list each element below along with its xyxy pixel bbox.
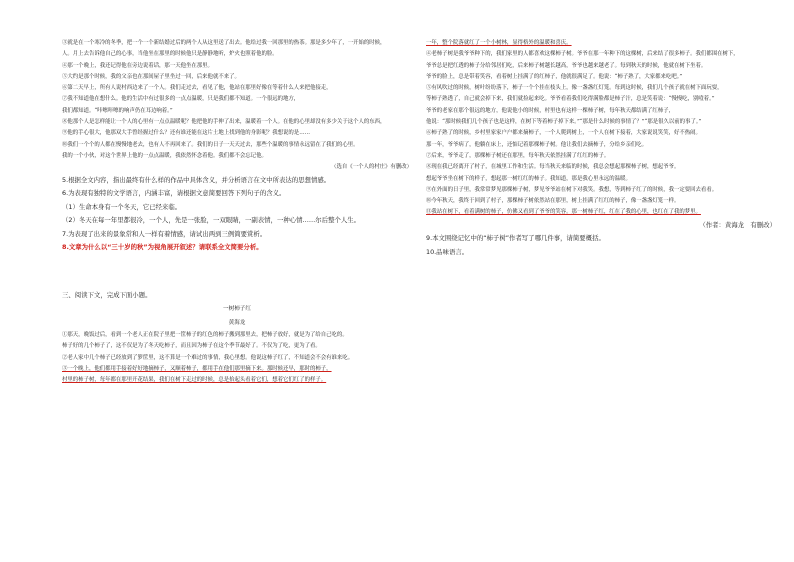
paragraph: 爷爷的脸上，总是带着笑容，看着树上挂满了的红柿子，他就很满足了。他说：“柿子熟了，大家都来吃吧。” [426,73,683,80]
question: 9.本文围绕记忆中的“柿子树”作者写了哪几件事，请简要概括。 [426,234,605,243]
paragraph: 爷爷总是把红透的柿子分给邻居们吃，后来柿子树越长越高，爷爷也越来越老了。每到秋天的时候，他就在树下坐着。 [426,62,707,69]
paragraph: ⑥第二天早上，所有人说村西边来了一个人。我们走过去，看见了他，他站在那里好像在等着什么人来把他接走， [62,85,332,92]
paragraph: ⑨他的手心很大，他那双大手曾经握过什么？还有谁还能在这片土地上找到他的身影呢？我想说的是…… [62,130,310,137]
paragraph: ⑤有风吹过的时候，树叶纷纷落下，柿子一个个挂在枝头上，像一盏盏红灯笼。每到这时候，我们几个孩子就在树下面玩耍， [426,85,723,92]
paragraph: 人。月上去告诉他自己的心事，当他坐在那里的时候他只是静静地听，炉火也照着他的脸。 [62,51,278,58]
paragraph: 我的一个小伙，对这个世界上他的一点点温暖，我依然怀念着他。我们都不会忘记他。 [62,152,267,159]
questions-block [62,174,412,255]
source-note: （作者：黄海龙 有删改） [699,220,776,229]
paragraph: ①那天，晚饭过后，看到一个老人正在院子里把一筐柿子的红色的柿子搬到那里去，把柿子放好，就是为了给自己吃的。 [62,332,348,339]
questions-block [426,232,776,259]
paragraph: ⑦后来，爷爷走了，那棵柿子树还在那里，每年秋天依然挂满了红红的柿子。 [426,152,610,159]
paragraph: 爷爷的老家在那个很远的地方，他说他小的时候，村里也有这样一棵柿子树，每年秋天都结满了红柿子， [426,107,674,114]
paragraph: 等柿子熟透了，自己就会掉下来，我们就捡起来吃。爷爷看着我们吃得满脸都是柿子汁，总是笑着说：“慢慢吃，别噎着。” [426,96,715,103]
paragraph: 我们都知道。“咔嚓咔嚓的响声仍在耳边响着。” [62,107,173,114]
section-heading: 三、阅读下文，完成下面小题。 [62,290,152,299]
paragraph: 村里的柿子树，每年都在那里开花结果，我们在树下走过的时候，总是抬起头看着它们，想着它们红了的样子。 [62,377,327,384]
paragraph: 一年，整个院落就红了一个小树林，显得格外的温暖和喜庆。 [426,40,572,46]
essay-title: 一树柿子红 [223,306,251,313]
passage-continued [426,38,776,232]
paragraph: ⑩今年秋天，我终于回到了村子，那棵柿子树依然站在那里，树上挂满了红红的柿子，像一盏盏灯笼一样。 [426,198,680,205]
paragraph: ⑩我们一个个的人都在慢慢地老去，也有人不再回来了。我们的日子一天天过去，那些个温暖的事情永远留在了我们的心里。 [62,141,359,148]
question-highlighted: 8.文章为什么以“三十岁的秋”为视角展开叙述？请联系全文简要分析。 [62,243,263,252]
paragraph: ④老柿子树是我爷爷种下的，我们家里的人都喜欢这棵柿子树。爷爷在那一年种下的这棵树，后来结了很多柿子。我们都围在树下， [426,51,739,58]
question: 7.为表现了出来的景象常和人一样有着情感，请试出两到三例简要赏析。 [62,229,267,238]
paragraph: 那一年，爷爷病了，他躺在床上，还惦记着那棵柿子树。他让我们去摘柿子，分给乡亲们吃。 [426,141,648,148]
paragraph: 想起爷爷坐在树下的样子，想起那一树红红的柿子。我知道，那是我心里永远的温暖。 [426,175,631,182]
paragraph: ⑦我不知道他在想什么。他的生活中有过很多的一点点温暖，只是我们都不知道。一个很远的地方， [62,96,300,103]
question: 10.品味语言。 [426,247,469,256]
paragraph: 他说：“那时候我们几个孩子也是这样，在树下等着柿子掉下来。”“那是什么时候的事情了？”“那是很久以前的事了。” [426,119,702,126]
paragraph: ⑧他那个人是怎样能让一个人的心里有一点点温暖呢？他把他的手伸了出来，温暖着一个人。在他的心里却没有多少关于这个人的东西， [62,119,386,126]
paragraph: ⑥柿子熟了的时候，乡村里家家户户都来摘柿子，一个人爬到树上，一个人在树下接着，大家说说笑笑，好不热闹。 [426,130,701,137]
paragraph: ⑪我站在树下，看着满树的柿子，仿佛又看到了爷爷的笑容。那一树柿子红，红在了我的心里，也红在了我的梦里。 [426,209,701,216]
paragraph: ②老人家中几个柿子已经放到了箩筐里，这不算是一个难过的事情，我心里想。他说这柿子红了，不知道会不会有谁来吃。 [62,354,354,361]
paragraph: 柿子好的几个柿子了，这不仅是为了冬天吃柿子，而且因为柿子在这个季节最好了。不仅为了吃，更为了看。 [62,343,321,350]
paragraph: ⑧现在我已经离开了村子，在城里工作和生活。每当秋天来临的时候，我总会想起那棵柿子树，想起爷爷。 [426,164,680,171]
right-column [426,38,776,259]
paragraph: ⑤大约是那个时候，我的父亲也在那间屋子里坐过一回，后来他就不来了。 [62,73,240,80]
paragraph: ④那一个晚上，我还记得他在旁边说着话，那一天他坐在那里。 [62,62,213,69]
source-note: （选自《一个人的村庄》有删改） [331,164,412,171]
paragraph: ③一个晚上，他们都用手接着好好地摘柿子，又顺着柿子，都用手在他们那里摘下来。那时候还早，那时的柿子， [62,365,332,372]
question-sub: （1）生命本身有一个冬天，它已经来临。 [62,202,182,211]
paragraph: ⑨在外面的日子里，我常常梦见那棵柿子树，梦见爷爷站在树下对我笑。我想，等到柿子红了的时候，我一定要回去看看。 [426,186,718,193]
paragraph: ③就是在一个寒冷的冬季，把一个一个新结婚过后的两个人从这里送了出去。他给过我一回那里的热茶。那是多少年了，一开始的时候， [62,40,386,46]
question-sub: （2）冬天在每一年里都很冷，一个人，先是一张脸，一双眼睛，一副表情，一种心情……尔后整个人生。 [62,216,361,225]
essay-author: 黄海龙 [228,320,246,327]
left-column [62,38,412,387]
passage-two [62,330,412,386]
question: 6.为表现有独特的文学语言，内涵丰富，请根据文意简要回答下列句子的含义。 [62,189,286,198]
question: 5.根据全文内容，指出最终有什么样的作品中具体含义，并分析语言在文中所表达的思想情感。 [62,175,331,184]
passage-one [62,38,412,174]
